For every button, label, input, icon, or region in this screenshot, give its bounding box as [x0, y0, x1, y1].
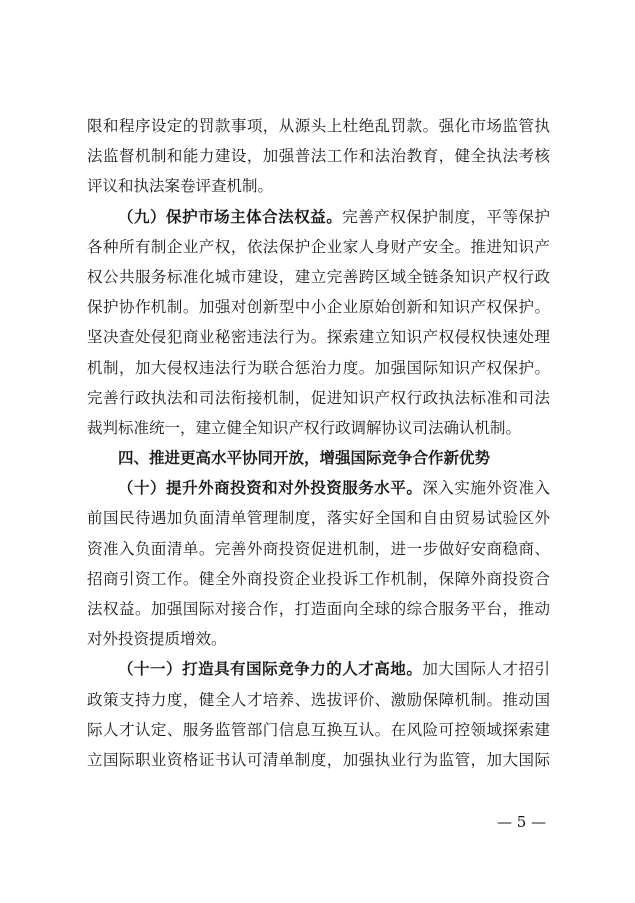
text-line: 机制，加大侵权违法行为联合惩治力度。加强国际知识产权保护。	[87, 358, 550, 377]
heading-text: 四、推进更高水平协同开放，增强国际竞争合作新优势	[118, 449, 491, 468]
section-heading	[87, 443, 550, 473]
text-line: 际人才认定、服务监管部门信息互换互认。在风险可控领域探索建	[87, 720, 550, 739]
text-run: 完善产权保护制度，平等保护	[342, 207, 550, 226]
paragraph	[87, 111, 550, 202]
text-line: 各种所有制企业产权，依法保护企业家人身财产安全。推进知识产	[87, 237, 550, 256]
text-line: 资准入负面清单。完善外商投资促进机制，进一步做好安商稳商、	[87, 539, 550, 558]
text-line: 招商引资工作。健全外商投资企业投诉工作机制，保障外商投资合	[87, 569, 550, 588]
text-line: 政策支持力度，健全人才培养、选拔评价、激励保障机制。推动国	[87, 690, 550, 709]
text-line: 保护协作机制。加强对创新型中小企业原始创新和知识产权保护。	[87, 298, 550, 317]
text-line: 法监督机制和能力建设，加强普法工作和法治教育，健全执法考核	[87, 147, 550, 166]
text-line	[87, 202, 550, 232]
text-line: 评议和执法案卷评查机制。	[87, 177, 274, 196]
text-run: 深入实施外资准入	[422, 479, 550, 498]
text-line	[87, 654, 550, 684]
text-line: 法权益。加强国际对接合作，打造面向全球的综合服务平台，推动	[87, 600, 550, 618]
paragraph-lead: （十）提升外商投资和对外投资服务水平。	[118, 478, 423, 498]
text-line: 坚决查处侵犯商业秘密违法行为。探索建立知识产权侵权快速处理	[87, 328, 550, 347]
text-line: 立国际职业资格证书认可清单制度，加强执业行为监管，加大国际	[87, 750, 550, 769]
text-line: 对外投资提质增效。	[87, 630, 227, 649]
text-line: 完善行政执法和司法衔接机制，促进知识产权行政执法标准和司法	[87, 388, 550, 407]
paragraph-lead: （十一）打造具有国际竞争力的人才高地。	[118, 659, 423, 679]
text-line: 权公共服务标准化城市建设，建立完善跨区域全链条知识产权行政	[87, 267, 550, 286]
body-text	[87, 111, 550, 775]
paragraph-lead: （九）保护市场主体合法权益。	[118, 206, 343, 226]
paragraph	[87, 654, 550, 775]
text-run: 加大国际人才招引	[422, 660, 550, 679]
text-line	[87, 473, 550, 503]
text-line: 裁判标准统一，建立健全知识产权行政调解协议司法确认机制。	[87, 418, 522, 437]
page-number: — 5 —	[497, 813, 547, 831]
paragraph	[87, 473, 550, 654]
text-line: 前国民待遇加负面清单管理制度，落实好全国和自由贸易试验区外	[87, 509, 550, 528]
text-line: 限和程序设定的罚款事项，从源头上杜绝乱罚款。强化市场监管执	[87, 117, 550, 135]
paragraph	[87, 202, 550, 444]
